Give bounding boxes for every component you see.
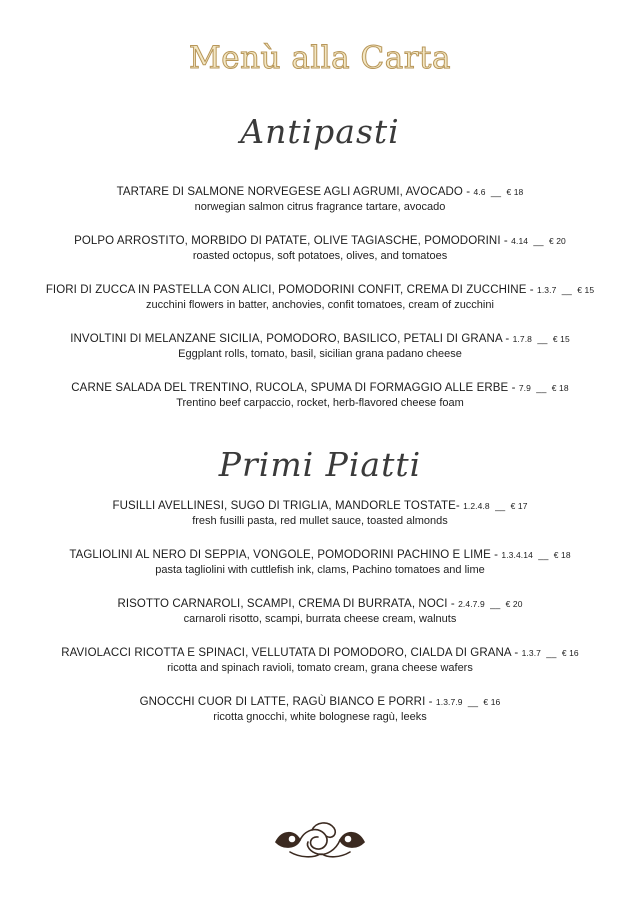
item-separator: __ [490, 187, 502, 197]
item-price: € 18 [551, 383, 569, 393]
menu-title: Menù alla Carta [189, 40, 451, 76]
item-allergens: 7.9 [518, 383, 531, 393]
item-description: Eggplant rolls, tomato, basil, sicilian grana padano cheese [178, 348, 462, 360]
menu-item [0, 282, 640, 331]
item-name: INVOLTINI DI MELANZANE SICILIA, POMODORO, BASILICO, PETALI DI GRANA - [70, 333, 510, 345]
menu-item [0, 547, 640, 596]
menu-item [0, 498, 640, 547]
item-allergens: 1.2.4.8 [463, 501, 490, 511]
item-line [0, 184, 640, 200]
item-price: € 16 [561, 648, 579, 658]
item-separator: __ [538, 550, 549, 560]
item-description: Trentino beef carpaccio, rocket, herb-flavored cheese foam [176, 397, 464, 409]
menu-item [0, 184, 640, 233]
item-name: RAVIOLACCI RICOTTA E SPINACI, VELLUTATA DI POMODORO, CIALDA DI GRANA - [61, 647, 519, 659]
menu-item [0, 331, 640, 380]
item-name: POLPO ARROSTITO, MORBIDO DI PATATE, OLIVE TAGIASCHE, POMODORINI - [74, 235, 508, 247]
item-allergens: 2.4.7.9 [458, 599, 485, 609]
item-allergens: 4.14 [511, 236, 529, 246]
item-line [0, 282, 640, 298]
item-description: fresh fusilli pasta, red mullet sauce, toasted almonds [192, 515, 448, 527]
item-name: TARTARE DI SALMONE NORVEGESE AGLI AGRUMI, AVOCADO - [116, 186, 471, 198]
antipasti-list [0, 184, 640, 429]
menu-item [0, 645, 640, 694]
item-line [0, 596, 640, 612]
item-price: € 17 [510, 501, 528, 511]
item-price: € 16 [483, 697, 501, 707]
item-description: zucchini flowers in batter, anchovies, confit tomatoes, cream of zucchini [146, 299, 494, 311]
item-separator: __ [533, 236, 544, 246]
primi-list [0, 498, 640, 743]
section-title-antipasti: Antipasti [240, 112, 400, 151]
item-price: € 20 [505, 599, 523, 609]
item-description: carnaroli risotto, scampi, burrata cheese cream, walnuts [183, 613, 457, 625]
item-allergens: 1.3.7 [537, 285, 557, 295]
item-allergens: 4.6 [473, 187, 486, 197]
item-allergens: 1.3.7.9 [435, 697, 463, 707]
menu-item [0, 596, 640, 645]
item-allergens: 1.3.7 [521, 648, 541, 658]
item-price: € 15 [577, 285, 595, 295]
item-description: ricotta gnocchi, white bolognese ragù, leeks [213, 711, 427, 723]
item-allergens: 1.7.8 [512, 334, 533, 344]
item-description: norwegian salmon citrus fragrance tartare, avocado [194, 201, 446, 213]
item-line [0, 331, 640, 347]
item-separator: __ [495, 501, 506, 511]
item-description: ricotta and spinach ravioli, tomato cream, grana cheese wafers [167, 662, 473, 674]
item-description: roasted octopus, soft potatoes, olives, and tomatoes [192, 250, 448, 262]
item-name: FUSILLI AVELLINESI, SUGO DI TRIGLIA, MANDORLE TOSTATE- [112, 500, 460, 512]
item-separator: __ [561, 285, 572, 295]
item-separator: __ [546, 648, 557, 658]
menu-item [0, 694, 640, 743]
item-allergens: 1.3.4.14 [501, 550, 533, 560]
item-line [0, 694, 640, 710]
menu-item [0, 233, 640, 282]
section-title-primi: Primi Piatti [218, 445, 422, 484]
item-line [0, 233, 640, 249]
item-name: GNOCCHI CUOR DI LATTE, RAGÙ BIANCO E PORRI - [139, 696, 433, 708]
item-name: TAGLIOLINI AL NERO DI SEPPIA, VONGOLE, POMODORINI PACHINO E LIME - [69, 549, 499, 561]
item-price: € 20 [548, 236, 566, 246]
item-line [0, 547, 640, 563]
item-price: € 18 [553, 550, 571, 560]
floral-ornament-icon [270, 818, 370, 862]
item-separator: __ [536, 383, 547, 393]
item-line [0, 645, 640, 661]
item-separator: __ [467, 697, 479, 707]
item-description: pasta tagliolini with cuttlefish ink, clams, Pachino tomatoes and lime [155, 564, 485, 576]
item-name: CARNE SALADA DEL TRENTINO, RUCOLA, SPUMA DI FORMAGGIO ALLE ERBE - [71, 382, 516, 394]
item-line [0, 380, 640, 396]
item-name: RISOTTO CARNAROLI, SCAMPI, CREMA DI BURRATA, NOCI - [117, 598, 455, 610]
item-separator: __ [537, 334, 548, 344]
item-price: € 15 [552, 334, 570, 344]
menu-item [0, 380, 640, 429]
item-line [0, 498, 640, 514]
item-price: € 18 [506, 187, 524, 197]
item-separator: __ [490, 599, 501, 609]
item-name: FIORI DI ZUCCA IN PASTELLA CON ALICI, POMODORINI CONFIT, CREMA DI ZUCCHINE - [45, 284, 534, 296]
